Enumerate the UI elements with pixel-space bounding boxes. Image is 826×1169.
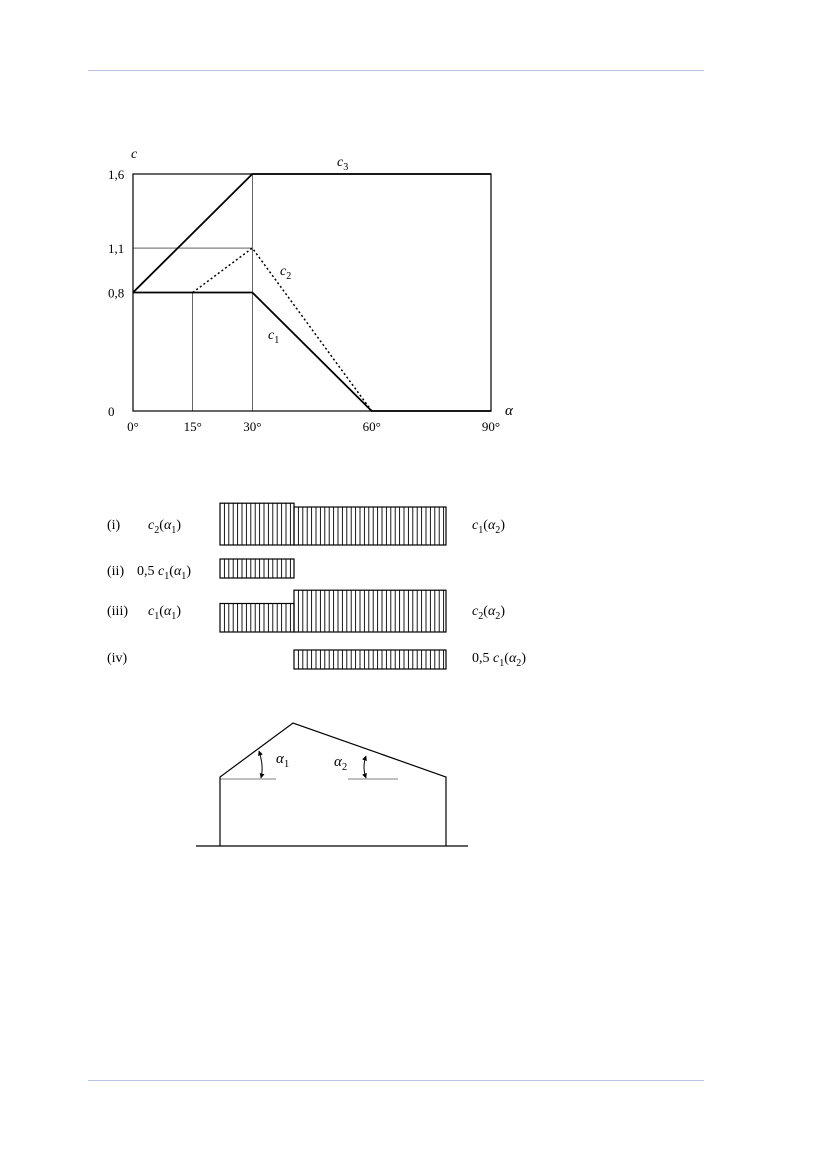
right-load-label: $c_2(\alpha_2)$ [472, 604, 506, 622]
left-load-label: $c_2(\alpha_1)$ [148, 518, 182, 536]
left-load-label: $c_1(\alpha_1)$ [148, 604, 182, 622]
left-load-label: 0,5 $c_1(\alpha_1)$ [137, 564, 192, 582]
right-load-label: $c_1(\alpha_2)$ [472, 518, 506, 536]
y-tick-label: 1,1 [108, 241, 125, 257]
case-id: (ii) [107, 564, 125, 579]
alpha1-label: $\alpha_1$ [276, 751, 290, 770]
y-tick-label: 0 [108, 404, 115, 419]
series-c1-line [133, 293, 491, 412]
x-axis-label: α [505, 403, 513, 419]
case-id: (iii) [107, 604, 128, 619]
load-block-right [294, 507, 446, 545]
series-c3-label: $c_3$ [337, 155, 349, 173]
alpha2-angle-arrow [364, 756, 366, 778]
load-block-left [220, 559, 294, 578]
series-c3-line [133, 174, 491, 293]
right-load-label: 0,5 $c_1(\alpha_2)$ [472, 651, 527, 669]
y-tick-label: 0,8 [108, 285, 125, 301]
building-outline [220, 723, 446, 846]
series-c1-label: $c_1$ [268, 328, 280, 346]
x-tick-label: 15° [183, 419, 202, 434]
load-block-right [294, 650, 446, 669]
load-arrangements [107, 503, 526, 669]
shape-coefficient-chart [108, 147, 514, 434]
alpha1-angle-arrow [259, 751, 262, 778]
x-tick-label: 60° [362, 419, 381, 434]
x-tick-label: 90° [481, 419, 501, 434]
load-block-left [220, 604, 294, 633]
load-block-right [294, 590, 446, 632]
x-tick-label: 0° [127, 419, 139, 434]
y-tick-label: 1,6 [108, 167, 125, 182]
alpha2-label: $\alpha_2$ [334, 754, 348, 773]
load-block-left [220, 503, 294, 545]
roof-cross-section [196, 723, 468, 846]
case-id: (iv) [107, 651, 128, 666]
x-tick-label: 30° [243, 419, 262, 434]
case-id: (i) [107, 518, 121, 533]
y-axis-label: c [131, 147, 138, 162]
series-c2-label: $c_2$ [280, 264, 292, 282]
